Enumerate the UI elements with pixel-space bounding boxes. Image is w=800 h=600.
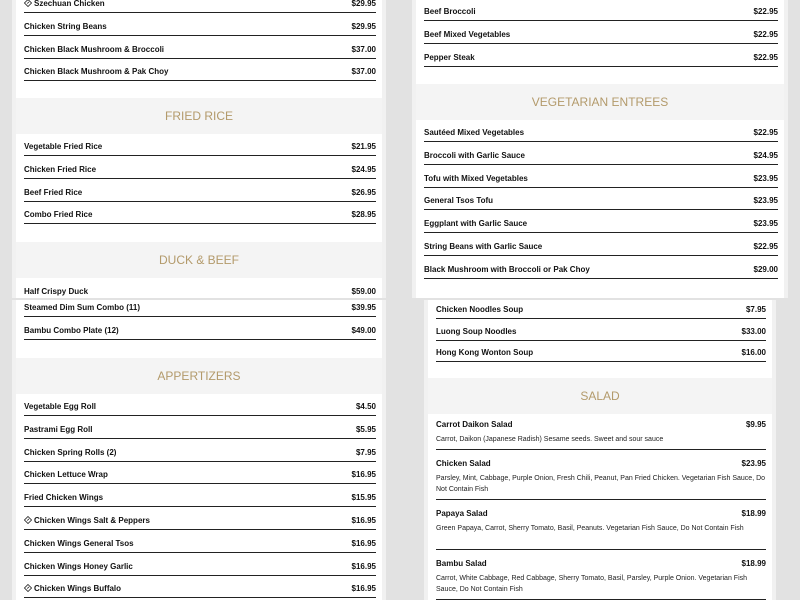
panel-edge-right xyxy=(382,300,386,600)
row-divider xyxy=(24,597,376,598)
item-name: Luong Soup Noodles xyxy=(436,326,517,336)
item-price: $29.00 xyxy=(753,264,778,274)
item-name: Chicken Fried Rice xyxy=(24,164,97,174)
section-title: VEGETARIAN ENTREES xyxy=(531,95,669,109)
row-divider xyxy=(436,499,766,500)
item-name: Eggplant with Garlic Sauce xyxy=(424,219,528,229)
row-divider xyxy=(24,316,376,317)
item-name: Black Mushroom with Broccoli or Pak Choy xyxy=(424,264,590,274)
panel-edge-right xyxy=(784,0,788,298)
row-divider xyxy=(24,201,376,202)
chili-pepper-icon xyxy=(24,516,32,524)
section-header-duck-beef xyxy=(16,242,382,278)
row-divider xyxy=(24,461,376,462)
item-price: $23.95 xyxy=(753,173,778,183)
row-divider xyxy=(436,549,766,550)
item-price: $49.00 xyxy=(351,325,376,335)
item-price: $16.95 xyxy=(351,516,376,525)
row-divider xyxy=(436,318,766,319)
row-divider xyxy=(24,575,376,576)
item-price: $23.95 xyxy=(741,459,766,468)
item-price: $16.95 xyxy=(351,538,376,548)
row-divider xyxy=(24,529,376,530)
row-divider xyxy=(24,552,376,553)
section-title: APPERTIZERS xyxy=(157,369,241,383)
item-name: Chicken Black Mushroom & Pak Choy xyxy=(24,67,169,77)
row-divider xyxy=(24,12,376,13)
item-price: $28.95 xyxy=(351,210,376,220)
item-price: $22.95 xyxy=(753,29,778,39)
row-divider xyxy=(424,278,778,279)
section-title: SALAD xyxy=(580,389,620,403)
item-name: Pepper Steak xyxy=(424,52,475,62)
item-name: Bambu Salad xyxy=(436,559,487,568)
row-divider xyxy=(24,506,376,507)
section-header-vegetarian xyxy=(416,84,784,120)
item-name: Carrot Daikon Salad xyxy=(436,420,513,429)
section-header-salad xyxy=(428,378,772,414)
item-description: Carrot, White Cabbage, Red Cabbage, Sherry Tomato, Basil, Parsley, Purple Onion. Vegetarian Fish Sauce, Do Not Contain Fish xyxy=(436,575,748,593)
item-price: $16.00 xyxy=(741,348,766,357)
item-name: Papaya Salad xyxy=(436,509,488,518)
item-price: $16.95 xyxy=(351,584,376,594)
row-divider xyxy=(24,80,376,81)
item-name: Vegetable Fried Rice xyxy=(24,142,103,151)
item-price: $22.95 xyxy=(753,242,778,251)
panel-edge-left xyxy=(412,0,416,298)
item-price: $18.99 xyxy=(741,559,766,568)
menu-panel-bottom-right xyxy=(424,300,776,600)
row-divider xyxy=(24,438,376,439)
item-name xyxy=(24,516,150,525)
item-price: $16.95 xyxy=(351,561,376,571)
item-name: Tofu with Mixed Vegetables xyxy=(424,173,528,183)
section-title: FRIED RICE xyxy=(164,109,233,123)
item-name-text: Chicken Wings Salt & Peppers xyxy=(34,516,150,525)
row-divider xyxy=(24,155,376,156)
row-divider xyxy=(424,43,778,44)
item-name: Chicken Wings Honey Garlic xyxy=(24,561,133,571)
item-price: $59.00 xyxy=(351,287,376,296)
item-price: $7.95 xyxy=(745,305,766,314)
item-price: $22.95 xyxy=(753,128,778,137)
item-name: Chicken Black Mushroom & Broccoli xyxy=(24,44,165,54)
panel-edge-right xyxy=(382,0,386,298)
item-description: Parsley, Mint, Cabbage, Purple Onion, Fresh Chili, Peanut, Pan Fried Chicken. Vegetarian Fish Sauce, Do Not Contain Fish xyxy=(436,475,766,493)
row-divider xyxy=(424,164,778,165)
item-name: Hong Kong Wonton Soup xyxy=(436,348,534,357)
item-price: $33.00 xyxy=(741,326,766,336)
row-divider xyxy=(424,187,778,188)
item-price: $29.95 xyxy=(351,0,376,8)
item-name: Beef Broccoli xyxy=(424,7,476,16)
section-title: DUCK & BEEF xyxy=(158,253,239,267)
item-price: $5.95 xyxy=(355,424,376,434)
row-divider xyxy=(24,483,376,484)
row-divider xyxy=(24,178,376,179)
item-name: Vegetable Egg Roll xyxy=(24,402,97,411)
row-divider xyxy=(424,141,778,142)
item-price: $37.00 xyxy=(351,44,376,54)
item-name: Combo Fried Rice xyxy=(24,210,93,220)
item-name xyxy=(24,0,105,8)
item-price: $16.95 xyxy=(351,470,376,480)
item-name: Beef Mixed Vegetables xyxy=(424,29,511,39)
menu-panel-bottom-left xyxy=(12,300,386,600)
chili-pepper-icon xyxy=(24,584,32,592)
item-name: Half Crispy Duck xyxy=(24,287,89,296)
item-name: Fried Chicken Wings xyxy=(24,493,104,503)
item-price: $24.95 xyxy=(753,150,778,160)
row-divider xyxy=(424,20,778,21)
row-divider xyxy=(424,209,778,210)
item-name: Chicken String Beans xyxy=(24,21,107,31)
item-price: $29.95 xyxy=(351,21,376,31)
item-name: General Tsos Tofu xyxy=(424,196,494,206)
row-divider xyxy=(24,339,376,340)
section-header-appetizers xyxy=(16,358,382,394)
item-name: String Beans with Garlic Sauce xyxy=(424,242,543,251)
item-name: Steamed Dim Sum Combo (11) xyxy=(24,303,141,312)
menu-panel-top-left xyxy=(12,0,386,298)
item-name-text: Szechuan Chicken xyxy=(34,0,105,8)
item-price: $4.50 xyxy=(355,402,376,411)
item-price: $22.95 xyxy=(753,7,778,16)
item-price: $24.95 xyxy=(351,164,376,174)
item-price: $37.00 xyxy=(351,67,376,77)
row-divider xyxy=(24,35,376,36)
item-name: Bambu Combo Plate (12) xyxy=(24,325,119,335)
item-name: Broccoli with Garlic Sauce xyxy=(424,150,525,160)
item-price: $26.95 xyxy=(351,187,376,197)
item-name: Sautéed Mixed Vegetables xyxy=(424,128,525,137)
row-divider xyxy=(436,361,766,362)
item-price: $18.99 xyxy=(741,509,766,518)
item-name: Chicken Spring Rolls (2) xyxy=(24,447,117,457)
section-header-fried-rice xyxy=(16,98,382,134)
item-price: $15.95 xyxy=(351,493,376,503)
row-divider xyxy=(424,232,778,233)
chili-pepper-icon xyxy=(24,0,32,7)
item-price: $9.95 xyxy=(745,420,766,429)
item-name: Pastrami Egg Roll xyxy=(24,424,93,434)
row-divider xyxy=(436,449,766,450)
row-divider xyxy=(436,340,766,341)
item-price: $22.95 xyxy=(753,52,778,62)
panel-edge-right xyxy=(772,300,776,600)
row-divider xyxy=(24,58,376,59)
item-description: Carrot, Daikon (Japanese Radish) Sesame seeds. Sweet and sour sauce xyxy=(436,436,664,443)
item-price: $39.95 xyxy=(351,303,376,312)
item-name: Chicken Wings General Tsos xyxy=(24,538,134,548)
item-name: Chicken Lettuce Wrap xyxy=(24,470,108,480)
item-price: $23.95 xyxy=(753,219,778,229)
item-price: $21.95 xyxy=(351,142,376,151)
item-name-text: Chicken Wings Buffalo xyxy=(34,584,122,594)
item-description: Green Papaya, Carrot, Sherry Tomato, Basil, Peanuts. Vegetarian Fish Sauce, Do Not Contain Fish xyxy=(436,525,744,532)
item-name xyxy=(24,584,121,593)
item-name: Beef Fried Rice xyxy=(24,187,83,197)
item-name: Chicken Salad xyxy=(436,459,491,468)
panel-edge-left xyxy=(12,300,16,600)
row-divider xyxy=(24,415,376,416)
row-divider xyxy=(424,66,778,67)
item-price: $23.95 xyxy=(753,196,778,206)
row-divider xyxy=(424,255,778,256)
menu-panel-top-right xyxy=(412,0,788,298)
panel-edge-left xyxy=(424,300,428,600)
row-divider xyxy=(24,223,376,224)
item-name: Chicken Noodles Soup xyxy=(436,305,524,314)
item-price: $7.95 xyxy=(355,447,376,457)
